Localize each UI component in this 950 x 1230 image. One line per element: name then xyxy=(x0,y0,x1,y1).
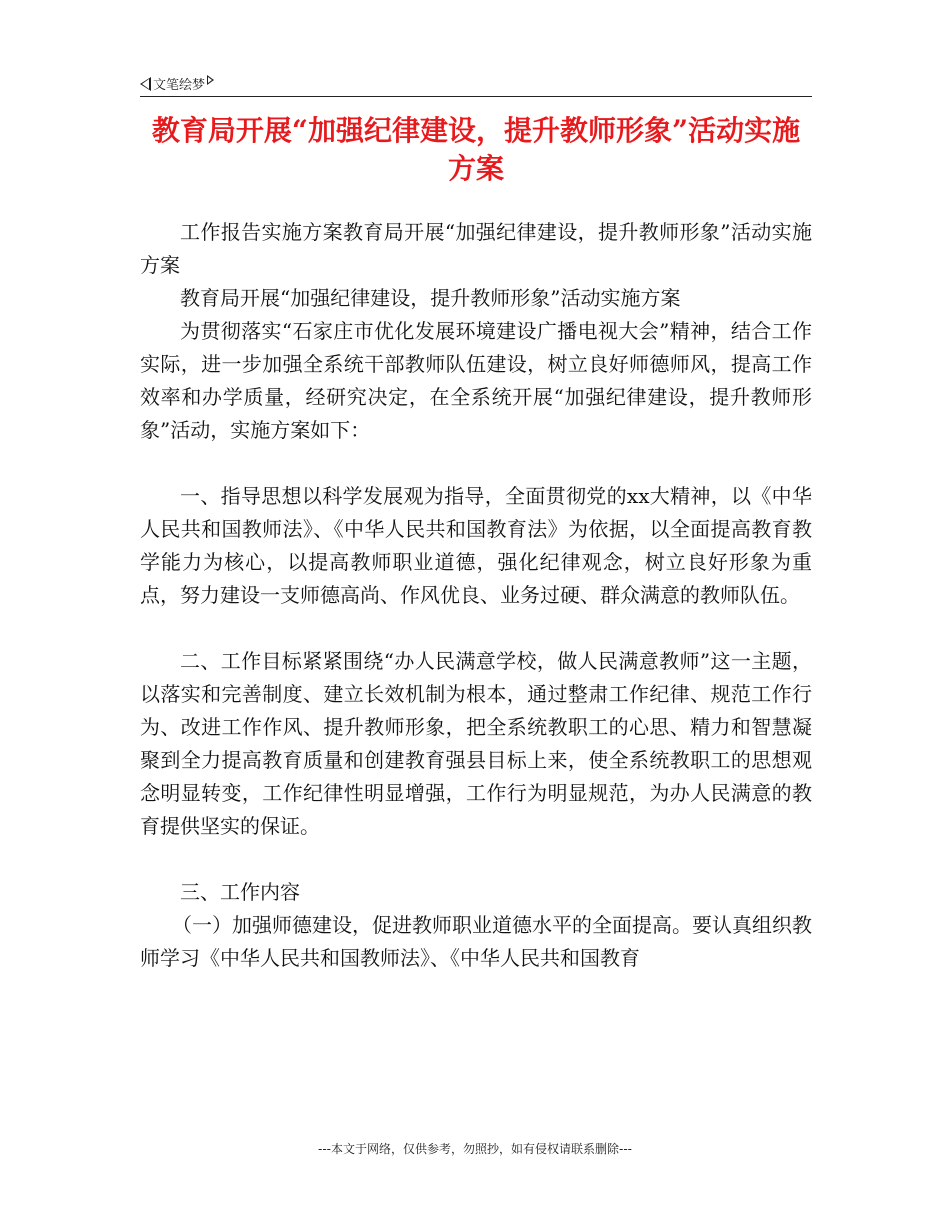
paragraph-work-goals: 二、工作目标紧紧围绕“办人民满意学校，做人民满意教师”这一主题，以落实和完善制度、建立长效机制为根本，通过整肃工作纪律、规范工作行为、改进工作作风、提升教师形象，把全系统教职工的心思、精力和智慧凝聚到全力提高教育质量和创建教育强县目标上来，使全系统教职工的思想观念明显转变，工作纪律性明显增强，工作行为明显规范，为办人民满意的教育提供坚实的保证。 xyxy=(140,649,812,838)
paragraph-heading: 教育局开展“加强纪律建设，提升教师形象”活动实施方案 xyxy=(180,286,681,310)
paragraph-intro: 为贯彻落实“石家庄市优化发展环境建设广播电视大会”精神，结合工作实际，进一步加强全系统干部教师队伍建设，树立良好师德师风，提高工作效率和办学质量，经研究决定，在全系统开展“加强纪律建设，提升教师形象”活动，实施方案如下： xyxy=(140,319,812,442)
header-brand-text: 文笔绘梦 xyxy=(153,78,206,93)
paragraph-subtitle: 工作报告实施方案教育局开展“加强纪律建设，提升教师形象”活动实施方案 xyxy=(140,220,812,277)
header-brand xyxy=(140,74,214,93)
page-footer: ---本文于网络，仅供参考，勿照抄，如有侵权请联系删除--- xyxy=(318,1142,632,1156)
paragraph-work-content-1: （一）加强师德建设，促进教师职业道德水平的全面提高。要认真组织教师学习《中华人民共和国教师法》、《中华人民共和国教育 xyxy=(140,913,812,970)
triangle-right-icon xyxy=(207,75,214,85)
document-body xyxy=(140,216,812,975)
paragraph-guiding-ideology: 一、指导思想以科学发展观为指导，全面贯彻党的xx大精神，以《中华人民共和国教师法》、《中华人民共和国教育法》为依据，以全面提高教育教学能力为核心，以提高教师职业道德，强化纪律观念，树立良好形象为重点，努力建设一支师德高尚、作风优良、业务过硬、群众满意的教师队伍。 xyxy=(140,484,812,607)
document-title: 教育局开展“加强纪律建设，提升教师形象”活动实施方案 xyxy=(151,114,801,185)
page-header xyxy=(140,72,812,97)
triangle-left-icon xyxy=(140,77,151,91)
paragraph-work-content-heading: 三、工作内容 xyxy=(180,880,300,904)
